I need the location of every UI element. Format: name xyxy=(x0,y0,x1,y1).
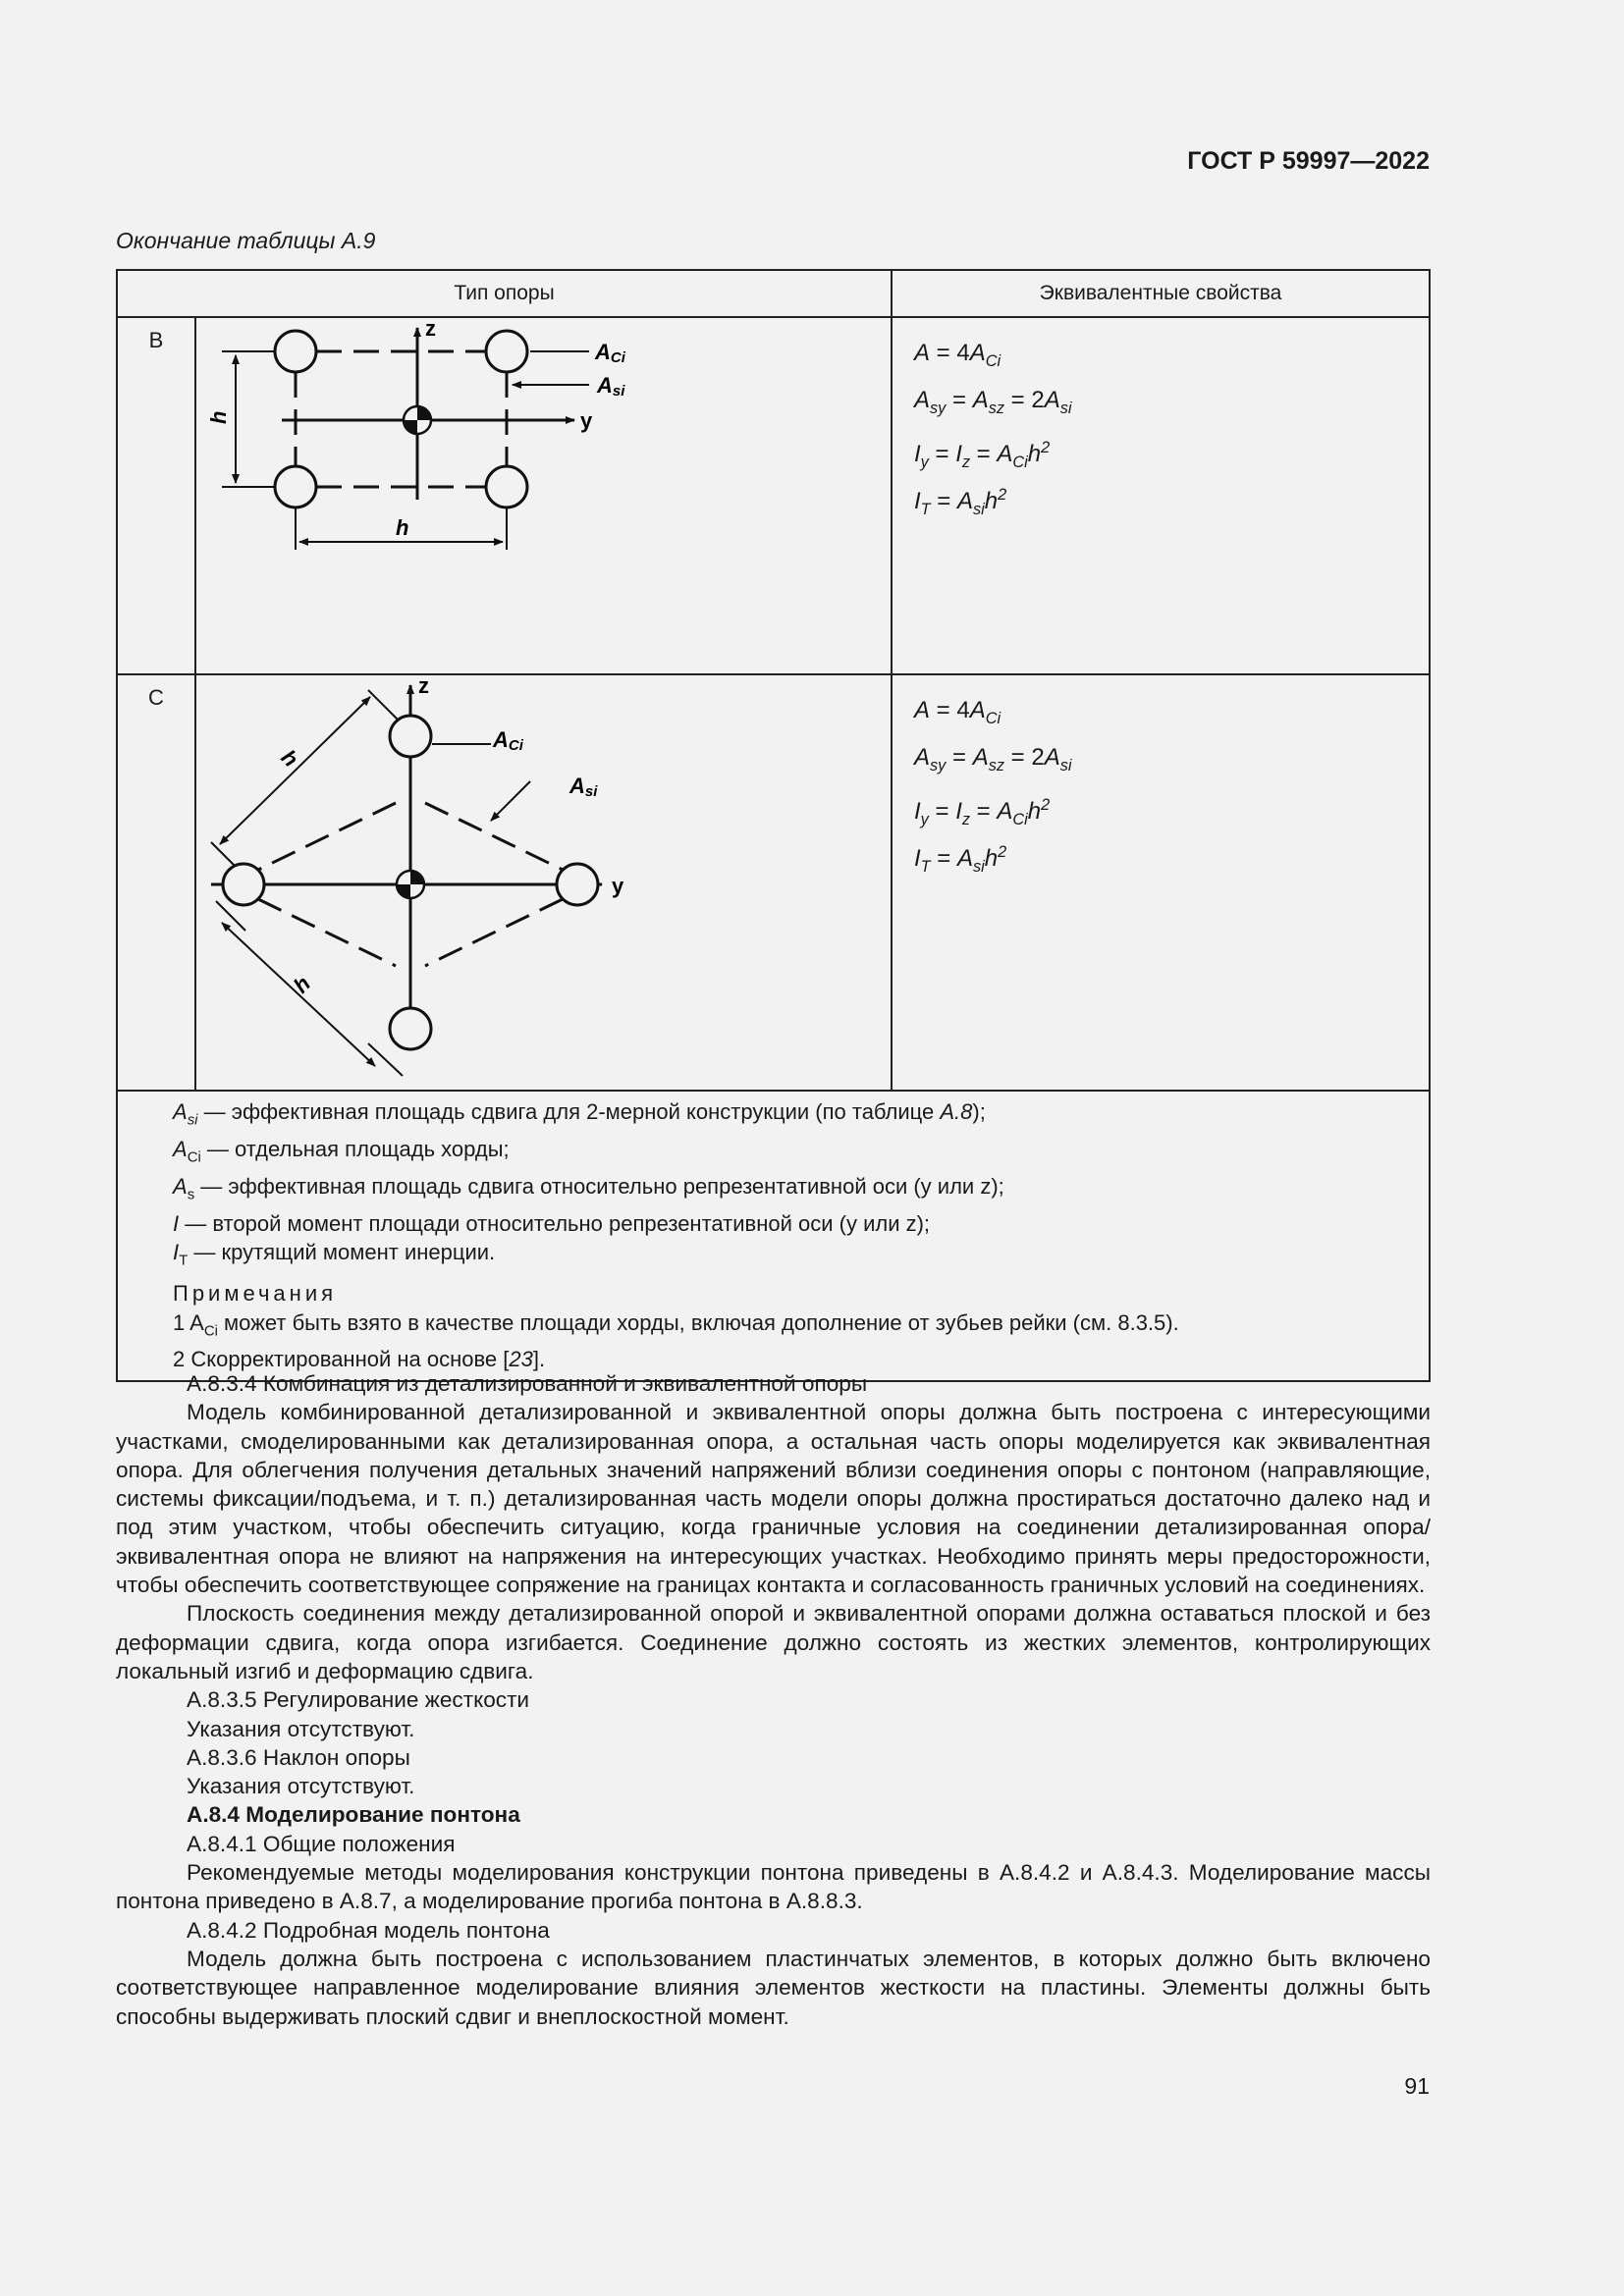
section-heading: А.8.3.4 Комбинация из детализированной и эквивалентной опоры xyxy=(187,1371,868,1396)
table-legend xyxy=(117,1091,1430,1381)
paragraph: Модель комбинированной детализированной и эквивалентной опоры должна быть построена с интересующими участками, смоделированными как детализированная опора, а остальная часть опоры моделируется как эквивалентная опора. Для облегчения получения детальных значений напряжений вблизи соединения опоры с понтоном (направляющие, системы фиксации/подъема, и т. п.) детализированная часть модели опоры должна простираться достаточно далеко над и под этим участком, чтобы обеспечить ситуацию, когда граничные условия на соединении детализированная опора/эквивалентная опора не влияют на напряжения на интересующих участках. Необходимо принять меры предосторожности, чтобы обеспечить соответствующее сопряжение на границах контакта и согласованность граничных условий на соединениях. xyxy=(116,1400,1431,1598)
paragraph: Рекомендуемые методы моделирования конструкции понтона приведены в А.8.4.2 и А.8.4.3. Моделирование массы понтона приведено в А.8.7, а моделирование прогиба понтона в А.8.8.3. xyxy=(116,1860,1431,1914)
page-number: 91 xyxy=(1404,2073,1430,2099)
body-text xyxy=(116,1369,1431,2031)
note-2: 2 Скорректированной на основе [23]. xyxy=(173,1347,546,1372)
support-table xyxy=(116,269,1431,1382)
section-heading-bold: А.8.4 Моделирование понтона xyxy=(187,1802,520,1828)
aci-label: ACi xyxy=(595,340,625,366)
diagram-b xyxy=(195,317,892,674)
z-axis-label: z xyxy=(425,318,436,341)
table-caption: Окончание таблицы А.9 xyxy=(116,228,376,253)
diagram-c xyxy=(195,674,892,1091)
notes-heading: Примечания xyxy=(173,1281,338,1307)
asi-label: Asi xyxy=(597,373,625,400)
row-letter-c: С xyxy=(117,674,195,1091)
h-bottom-label: h xyxy=(288,971,316,998)
formula-area: $A = 4A_{Ci}$ xyxy=(914,697,1001,727)
formula-moment: $I_y = I_z = A_{Ci}h^2$ xyxy=(914,439,1051,471)
section-heading: А.8.4.2 Подробная модель понтона xyxy=(187,1917,550,1943)
legend-as: $A_s$ — эффективная площадь сдвига относительно репрезентативной оси (y или z); xyxy=(173,1173,1004,1203)
column-header-type: Тип опоры xyxy=(117,270,892,317)
formula-shear-area: $A_{sy} = A_{sz} = 2A_{si}$ xyxy=(914,387,1072,417)
section-heading: А.8.3.5 Регулирование жесткости xyxy=(187,1687,530,1713)
formula-torsion: $I_T = A_{si}h^2$ xyxy=(914,486,1007,518)
asi-label: Asi xyxy=(569,774,598,800)
h-top-label: h xyxy=(276,744,303,773)
paragraph: Модель должна быть построена с использованием пластинчатых элементов, в которых должно быть включено соответствующее направленное моделирование влияния элементов жесткости на пластины. Элементы должны быть способны выдерживать плоский сдвиг и внеплоскостной момент. xyxy=(116,1946,1431,2029)
z-axis-label: z xyxy=(418,675,429,698)
formula-moment: $I_y = I_z = A_{Ci}h^2$ xyxy=(914,796,1051,828)
square-support-diagram xyxy=(196,318,891,673)
paragraph: Указания отсутствуют. xyxy=(187,1716,415,1741)
y-axis-label: y xyxy=(612,874,624,898)
section-heading: А.8.4.1 Общие положения xyxy=(187,1831,456,1856)
props-b xyxy=(892,317,1430,674)
paragraph: Указания отсутствуют. xyxy=(187,1774,415,1799)
legend-it: $I_T$ — крутящий момент инерции. xyxy=(173,1240,496,1269)
paragraph: Плоскость соединения между детализированной опорой и эквивалентной опорами должна оставаться плоской и без деформации сдвига, когда опора изгибается. Соединение должно состоять из жестких элементов, контролирующих локальный изгиб и деформацию сдвига. xyxy=(116,1601,1431,1683)
aci-label: ACi xyxy=(493,727,523,754)
row-letter-b: В xyxy=(117,317,195,674)
formula-shear-area: $A_{sy} = A_{sz} = 2A_{si}$ xyxy=(914,744,1072,774)
y-axis-label: y xyxy=(580,408,593,433)
props-c xyxy=(892,674,1430,1091)
column-header-props: Эквивалентные свойства xyxy=(892,270,1430,317)
legend-i: I — второй момент площади относительно репрезентативной оси (y или z); xyxy=(173,1210,931,1236)
h-bottom-label: h xyxy=(396,515,409,540)
formula-area: $A = 4A_{Ci}$ xyxy=(914,340,1001,370)
diamond-support-diagram xyxy=(196,675,891,1090)
legend-aci: $A_{Ci}$ — отдельная площадь хорды; xyxy=(173,1136,510,1166)
formula-torsion: $I_T = A_{si}h^2$ xyxy=(914,843,1007,876)
section-heading: А.8.3.6 Наклон опоры xyxy=(187,1744,410,1770)
document-id: ГОСТ Р 59997—2022 xyxy=(1187,147,1430,175)
note-1: 1 $A_{Ci}$ может быть взято в качестве площади хорды, включая дополнение от зубьев рейки (см. 8.3.5). xyxy=(173,1309,1179,1339)
h-left-label: h xyxy=(206,410,231,424)
legend-asi: $A_{si}$ — эффективная площадь сдвига для 2-мерной конструкции (по таблице А.8); xyxy=(173,1099,986,1129)
